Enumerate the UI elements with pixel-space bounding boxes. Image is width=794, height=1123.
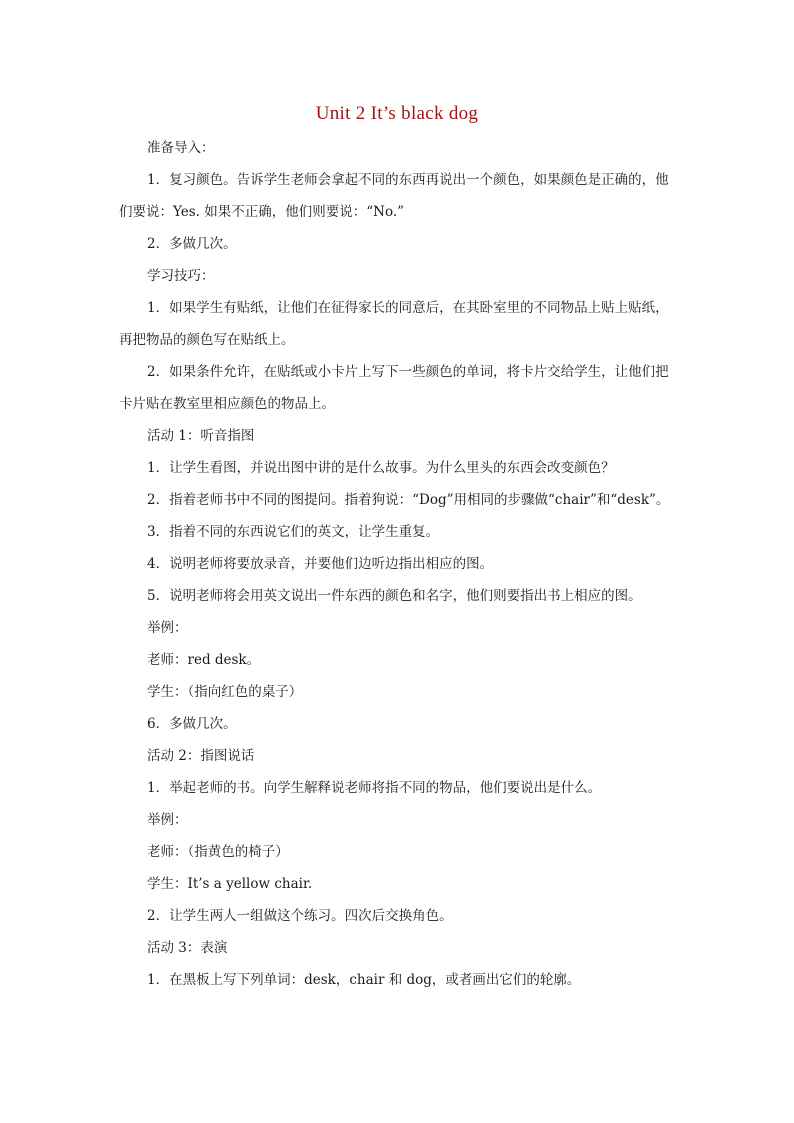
section-heading-activity-3: 活动 3：表演: [147, 940, 228, 956]
section-heading-activity-1: 活动 1：听音指图: [147, 428, 255, 444]
document-body: [119, 132, 679, 996]
document-title: Unit 2 It’s black dog: [315, 103, 479, 124]
paragraph: 1．在黑板上写下列单词：desk，chair 和 dog，或者画出它们的轮廓。: [147, 972, 581, 988]
paragraph: 2．让学生两人一组做这个练习。四次后交换角色。: [147, 908, 453, 924]
section-heading-preparation: 准备导入：: [147, 140, 215, 156]
paragraph: 1．让学生看图，并说出图中讲的是什么故事。为什么里头的东西会改变颜色？: [147, 460, 615, 476]
example-label: 举例：: [147, 620, 188, 636]
example-label: 举例：: [147, 812, 188, 828]
paragraph: 2．指着老师书中不同的图提问。指着狗说：“Dog”用相同的步骤做“chair”和“desk”。: [147, 492, 670, 508]
dialogue-line: 学生：It’s a yellow chair.: [147, 876, 313, 892]
paragraph: 1．举起老师的书。向学生解释说老师将指不同的物品，他们要说出是什么。: [147, 780, 602, 796]
paragraph: 2．如果条件允许，在贴纸或小卡片上写下一些颜色的单词，将卡片交给学生，让他们把卡片贴在教室里相应颜色的物品上。: [119, 364, 669, 412]
paragraph: 1．如果学生有贴纸，让他们在征得家长的同意后，在其卧室里的不同物品上贴上贴纸，再把物品的颜色写在贴纸上。: [119, 300, 669, 348]
dialogue-line: 学生：（指向红色的桌子）: [147, 684, 303, 700]
paragraph: 6．多做几次。: [147, 716, 237, 732]
section-heading-activity-2: 活动 2：指图说话: [147, 748, 255, 764]
paragraph: 5．说明老师将会用英文说出一件东西的颜色和名字，他们则要指出书上相应的图。: [147, 588, 642, 604]
dialogue-line: 老师：red desk。: [147, 652, 261, 668]
paragraph: 3．指着不同的东西说它们的英文，让学生重复。: [147, 524, 440, 540]
paragraph: 1．复习颜色。告诉学生老师会拿起不同的东西再说出一个颜色，如果颜色是正确的，他们要说：Yes. 如果不正确，他们则要说：“No.”: [119, 172, 669, 220]
dialogue-line: 老师：（指黄色的椅子）: [147, 844, 289, 860]
section-heading-learning-tips: 学习技巧：: [147, 268, 215, 284]
paragraph: 4．说明老师将要放录音，并要他们边听边指出相应的图。: [147, 556, 494, 572]
paragraph: 2．多做几次。: [147, 236, 237, 252]
